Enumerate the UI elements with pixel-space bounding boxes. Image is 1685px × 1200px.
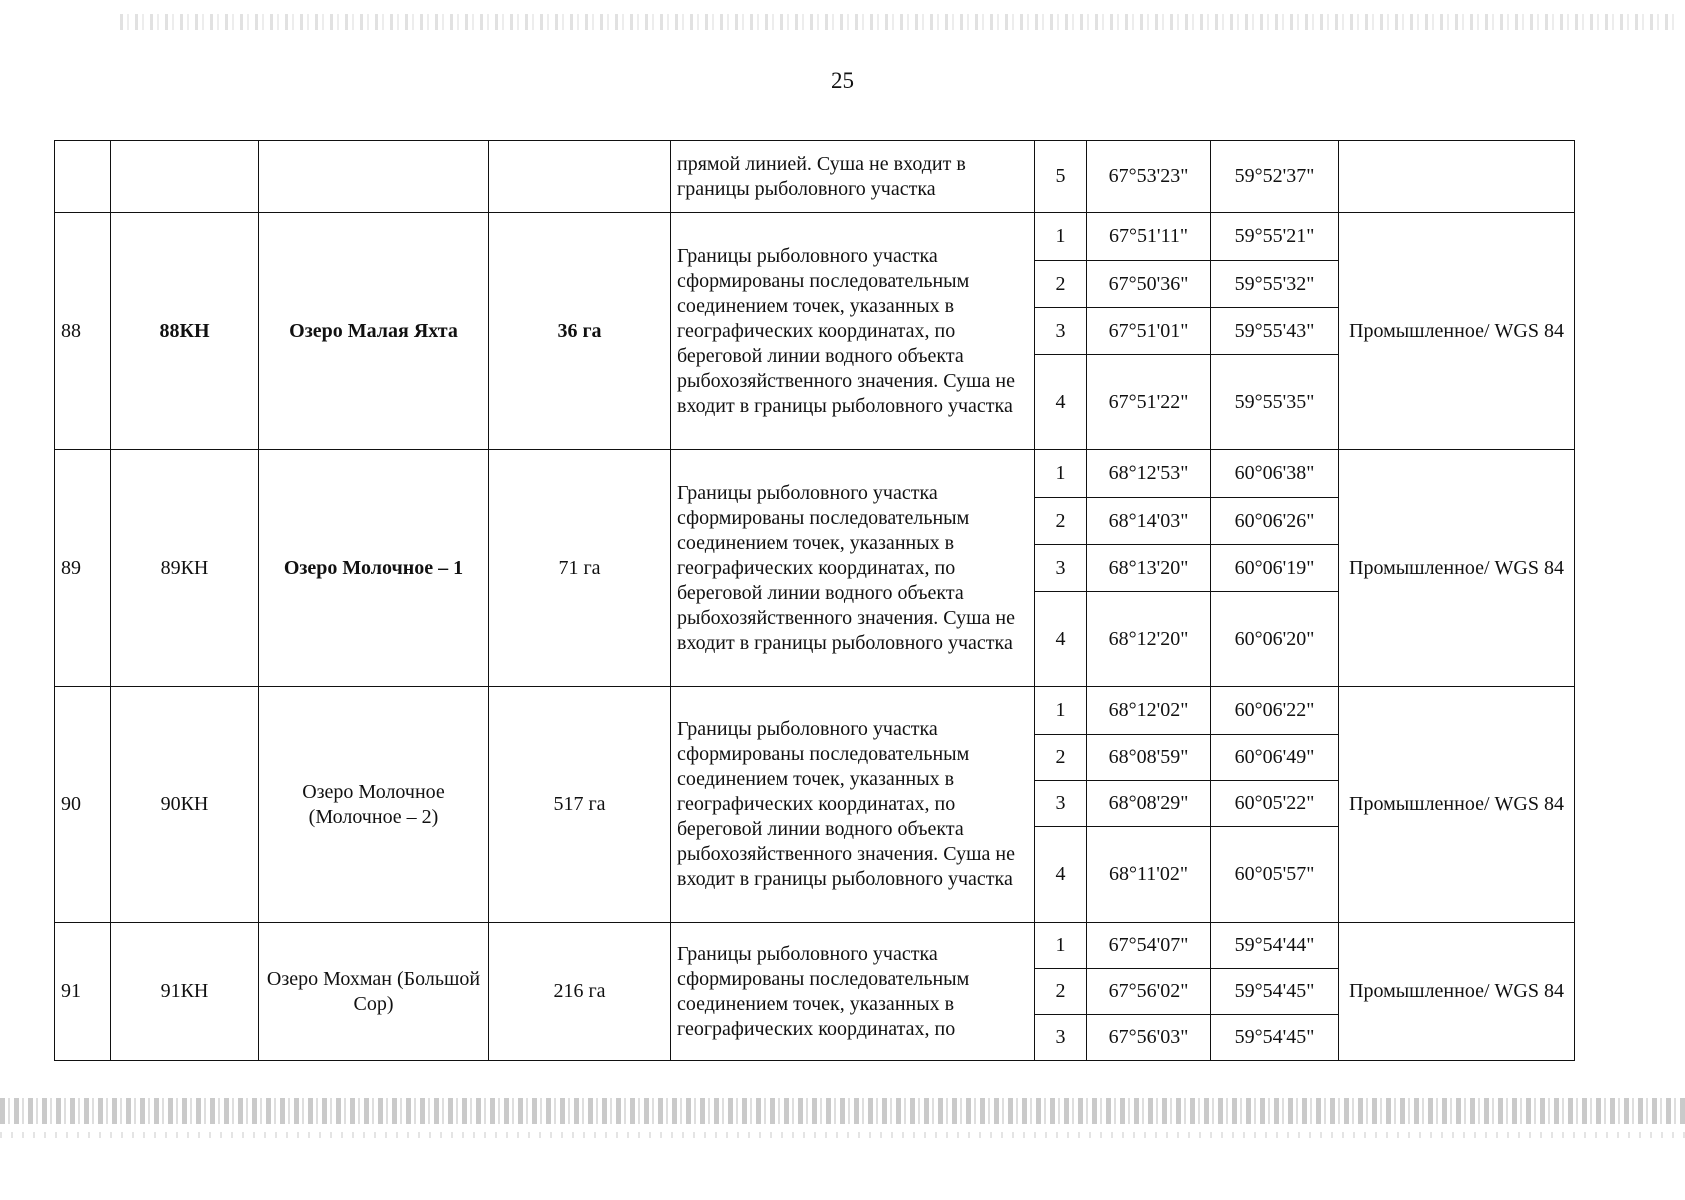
cell-longitude: 59°52'37" (1211, 141, 1339, 213)
cell-code: 90КН (111, 687, 259, 923)
cell-longitude: 60°06'49" (1211, 735, 1339, 781)
cell-point-number: 1 (1035, 923, 1087, 969)
cell-code: 91КН (111, 923, 259, 1061)
cell-longitude: 60°06'26" (1211, 498, 1339, 545)
cell-description: Границы рыболовного участка сформированы последовательным соединением точек, указанных в географических координатах, по береговой линии водного объекта рыбохозяйственного значения. Суша не входит в границы рыболовного участка (671, 213, 1035, 450)
cell-latitude: 67°51'22" (1087, 355, 1211, 450)
cell-longitude: 60°05'57" (1211, 827, 1339, 923)
cell-kind (1339, 141, 1575, 213)
cell-latitude: 67°53'23" (1087, 141, 1211, 213)
cell-name (259, 141, 489, 213)
page-number: 25 (831, 68, 854, 93)
cell-point-number: 1 (1035, 450, 1087, 498)
cell-latitude: 67°51'11" (1087, 213, 1211, 261)
cell-area: 216 га (489, 923, 671, 1061)
cell-point-number: 4 (1035, 592, 1087, 687)
cell-area: 71 га (489, 450, 671, 687)
cell-point-number: 1 (1035, 687, 1087, 735)
cell-point-number: 2 (1035, 498, 1087, 545)
cell-code: 89КН (111, 450, 259, 687)
cell-latitude: 68°13'20" (1087, 545, 1211, 592)
scan-artifact-bottom-line (0, 1132, 1685, 1138)
cell-kind: Промышленное/ WGS 84 (1339, 687, 1575, 923)
cell-name: Озеро Молочное – 1 (259, 450, 489, 687)
cell-longitude: 59°54'45" (1211, 969, 1339, 1015)
cell-longitude: 60°06'38" (1211, 450, 1339, 498)
cell-point-number: 3 (1035, 781, 1087, 827)
cell-point-number: 2 (1035, 261, 1087, 308)
cell-latitude: 68°08'29" (1087, 781, 1211, 827)
cell-no (55, 141, 111, 213)
cell-latitude: 67°56'02" (1087, 969, 1211, 1015)
table-row (55, 450, 1575, 498)
cell-latitude: 68°08'59" (1087, 735, 1211, 781)
cell-longitude: 59°54'45" (1211, 1015, 1339, 1061)
cell-area: 517 га (489, 687, 671, 923)
cell-description: Границы рыболовного участка сформированы последовательным соединением точек, указанных в географических координатах, по (671, 923, 1035, 1061)
cell-latitude: 68°14'03" (1087, 498, 1211, 545)
cell-point-number: 2 (1035, 969, 1087, 1015)
table-row (55, 923, 1575, 969)
cell-no: 88 (55, 213, 111, 450)
cell-longitude: 59°55'32" (1211, 261, 1339, 308)
cell-point-number: 4 (1035, 827, 1087, 923)
cell-longitude: 60°05'22" (1211, 781, 1339, 827)
cell-no: 91 (55, 923, 111, 1061)
cell-longitude: 60°06'20" (1211, 592, 1339, 687)
table-row-continuation (55, 141, 1575, 213)
cell-latitude: 67°56'03" (1087, 1015, 1211, 1061)
cell-latitude: 68°12'53" (1087, 450, 1211, 498)
cell-name: Озеро Молочное (Молочное – 2) (259, 687, 489, 923)
cell-description: прямой линией. Суша не входит в границы рыболовного участка (671, 141, 1035, 213)
cell-latitude: 68°12'20" (1087, 592, 1211, 687)
cell-latitude: 67°51'01" (1087, 308, 1211, 355)
cell-longitude: 59°55'35" (1211, 355, 1339, 450)
cell-code (111, 141, 259, 213)
cell-point-number: 2 (1035, 735, 1087, 781)
cell-kind: Промышленное/ WGS 84 (1339, 923, 1575, 1061)
cell-latitude: 67°54'07" (1087, 923, 1211, 969)
cell-latitude: 68°12'02" (1087, 687, 1211, 735)
cell-code: 88КН (111, 213, 259, 450)
cell-longitude: 59°55'43" (1211, 308, 1339, 355)
cell-description: Границы рыболовного участка сформированы последовательным соединением точек, указанных в географических координатах, по береговой линии водного объекта рыбохозяйственного значения. Суша не входит в границы рыболовного участка (671, 450, 1035, 687)
cell-name: Озеро Малая Яхта (259, 213, 489, 450)
cell-latitude: 67°50'36" (1087, 261, 1211, 308)
cell-no: 90 (55, 687, 111, 923)
cell-name: Озеро Мохман (Большой Сор) (259, 923, 489, 1061)
fishing-areas-table (54, 140, 1575, 1061)
cell-point-number: 1 (1035, 213, 1087, 261)
cell-kind: Промышленное/ WGS 84 (1339, 450, 1575, 687)
table-row (55, 213, 1575, 261)
cell-kind: Промышленное/ WGS 84 (1339, 213, 1575, 450)
cell-area (489, 141, 671, 213)
cell-longitude: 60°06'19" (1211, 545, 1339, 592)
table-row (55, 687, 1575, 735)
scan-artifact-bottom (0, 1098, 1685, 1124)
cell-point-number: 3 (1035, 545, 1087, 592)
cell-no: 89 (55, 450, 111, 687)
cell-area: 36 га (489, 213, 671, 450)
cell-longitude: 59°55'21" (1211, 213, 1339, 261)
scan-artifact-top (120, 14, 1680, 30)
cell-point-number: 3 (1035, 1015, 1087, 1061)
cell-latitude: 68°11'02" (1087, 827, 1211, 923)
cell-point-number: 4 (1035, 355, 1087, 450)
cell-point-number: 3 (1035, 308, 1087, 355)
cell-point-number: 5 (1035, 141, 1087, 213)
cell-description: Границы рыболовного участка сформированы последовательным соединением точек, указанных в географических координатах, по береговой линии водного объекта рыбохозяйственного значения. Суша не входит в границы рыболовного участка (671, 687, 1035, 923)
cell-longitude: 59°54'44" (1211, 923, 1339, 969)
cell-longitude: 60°06'22" (1211, 687, 1339, 735)
